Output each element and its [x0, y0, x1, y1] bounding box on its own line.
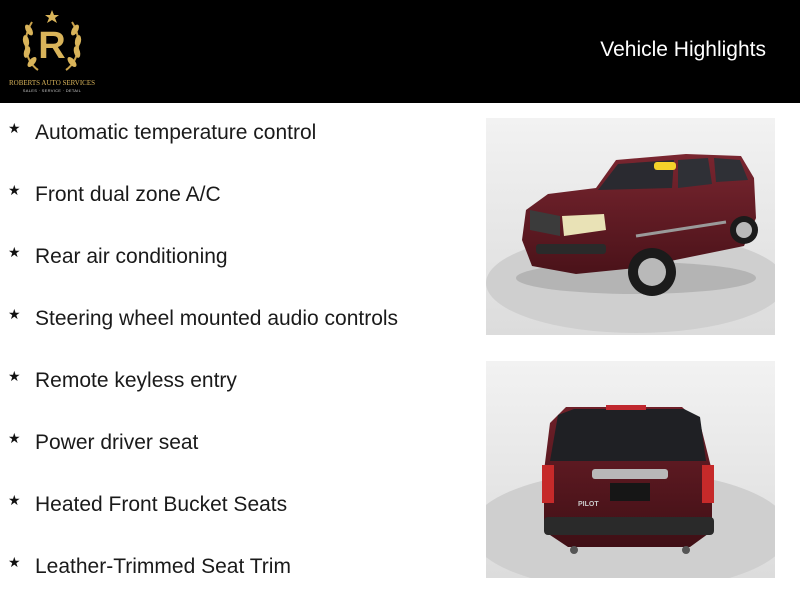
feature-label: Rear air conditioning	[35, 245, 228, 268]
feature-label: Remote keyless entry	[35, 369, 237, 392]
star-icon: ★	[8, 369, 21, 385]
logo-letter: R	[38, 25, 66, 67]
model-badge: PILOT	[578, 501, 599, 508]
star-icon: ★	[8, 493, 21, 509]
star-icon: ★	[8, 245, 21, 261]
feature-label: Steering wheel mounted audio controls	[35, 307, 399, 330]
vehicle-photo-front[interactable]	[486, 118, 775, 335]
star-icon: ★	[8, 555, 21, 571]
feature-item	[0, 289, 470, 351]
logo-name: ROBERTS AUTO SERVICES	[8, 79, 96, 87]
laurel-wreath-icon	[16, 8, 88, 80]
page-title: Vehicle Highlights	[600, 38, 766, 61]
star-icon: ★	[8, 121, 21, 137]
feature-item	[0, 537, 470, 599]
feature-label: Leather-Trimmed Seat Trim	[35, 555, 291, 578]
vehicle-photo-rear[interactable]	[486, 361, 775, 578]
star-icon: ★	[8, 431, 21, 447]
feature-item	[0, 413, 470, 475]
feature-item	[0, 165, 470, 227]
star-icon: ★	[8, 307, 21, 323]
header-bar	[0, 0, 800, 103]
feature-item	[0, 351, 470, 413]
feature-label: Automatic temperature control	[35, 121, 317, 144]
feature-label: Front dual zone A/C	[35, 183, 221, 206]
feature-item	[0, 103, 470, 165]
feature-item	[0, 227, 470, 289]
feature-label: Heated Front Bucket Seats	[35, 493, 288, 516]
feature-label: Power driver seat	[35, 431, 199, 454]
feature-item	[0, 475, 470, 537]
logo-tagline: SALES · SERVICE · DETAIL	[22, 88, 82, 93]
dealer-logo[interactable]	[8, 6, 96, 96]
star-icon: ★	[8, 183, 21, 199]
feature-list	[0, 103, 470, 599]
